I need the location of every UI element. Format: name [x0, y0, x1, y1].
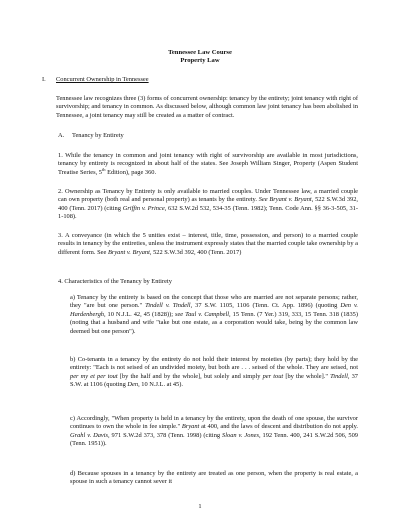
subsection-title: Tenancy by Entirety [72, 132, 124, 139]
paragraph-1 [58, 152, 358, 177]
document-subtitle: Property Law [180, 57, 220, 64]
section-heading [42, 76, 149, 84]
paragraph-3 [58, 232, 358, 257]
document-title: Tennessee Law Course [168, 49, 232, 56]
section-number: I. [42, 76, 46, 83]
subsection-heading [58, 132, 124, 140]
intro-text: Tennessee law recognizes three (3) forms of concurrent ownership: tenancy by the entirety; joint tenancy with right of survivorship; and tenancy in common. As discussed below, although common law joint tenancy has been abolished in Tennessee, a joint tenancy may still be created as a matter of contract. [56, 95, 358, 119]
paragraph-1-text: 1. While the tenancy in common and joint tenancy with right of survivorship are available in most jurisdictions, tenancy by entirety is recognized in about half of the states. See Joseph William Singer, Property (Aspen Student Treatise Series, 5th Edition), page 360. [58, 152, 358, 176]
paragraph-d-text: d) Because spouses in a tenancy by the entirety are treated as one person, when the property is real estate, a spouse in such a tenancy cannot sever it [70, 470, 358, 486]
paragraph-d [70, 470, 358, 487]
paragraph-b-text: b) Co-tenants in a tenancy by the entirety do not hold their interest by moieties (by parts); they hold by the entirety: "Each is not seised of an undivided moiety, but both are . . . seised of the whole. They are seised, not per my et per tout [by the half and by the whole], but solely and simply per tout [by the whole]." Tindell, 37 S.W. at 1106 (quoting Den, 10 N.J.L. at 45). [70, 356, 358, 389]
page-number: 1 [198, 503, 202, 510]
paragraph-a-text: a) Tenancy by the entirety is based on the concept that those who are married are not separate persons; rather, they "are but one person." Tindell v. Tindell, 37 S.W. 1105, 1106 (Tenn. Ct. App. 1896) (quoting Den v. Hardenbergh, 10 N.J.L. 42, 45 (1828)); see Taul v. Campbell, 15 Tenn. (7 Yer.) 319, 333, 15 Tenn. 318 (1835) (noting that a husband and wife "take but one estate, as a corporation would take, being by the common law deemed but one person"). [70, 294, 358, 335]
paragraph-4-text: 4. Characteristics of the Tenancy by Entirety [58, 278, 172, 285]
paragraph-c [70, 415, 358, 449]
paragraph-b [70, 356, 358, 390]
section-title: Concurrent Ownership in Tennessee [56, 76, 149, 83]
paragraph-c-text: c) Accordingly, "When property is held in a tenancy by the entirety, upon the death of one spouse, the survivor continues to own the whole in fee simple." Bryant at 400, and the laws of descent and distribution do not apply. Grahl v. Davis, 971 S.W.2d 373, 378 (Tenn. 1998) (citing Sloan v. Jones, 192 Tenn. 400, 241 S.W.2d 506, 509 (Tenn. 1951)). [70, 415, 358, 448]
paragraph-2-text: 2. Ownership as Tenancy by Entirety is only available to married couples. Under Tennessee law, a married couple can own property (both real and personal property) as tenants by the entirety. See Bryant v. Bryant, 522 S.W.3d 392, 400 (Tenn. 2017) (citing Griffin v. Prince, 632 S.W.2d 532, 534-35 (Tenn. 1982); Tenn. Code Ann. §§ 36-3-505, 31-1-108). [58, 188, 358, 221]
paragraph-a [70, 294, 358, 336]
paragraph-2 [58, 188, 358, 222]
paragraph-4 [58, 278, 358, 286]
subsection-number: A. [58, 132, 65, 139]
intro-paragraph [56, 95, 358, 120]
paragraph-3-text: 3. A conveyance (in which the 5 unities exist – interest, title, time, possession, and person) to a married couple results in tenancy by the entireties, unless the instrument expressly states that the married couple take ownership by a different form. See Bryant v. Bryant, 522 S.W.3d 392, 400 (Tenn. 2017) [58, 232, 358, 256]
